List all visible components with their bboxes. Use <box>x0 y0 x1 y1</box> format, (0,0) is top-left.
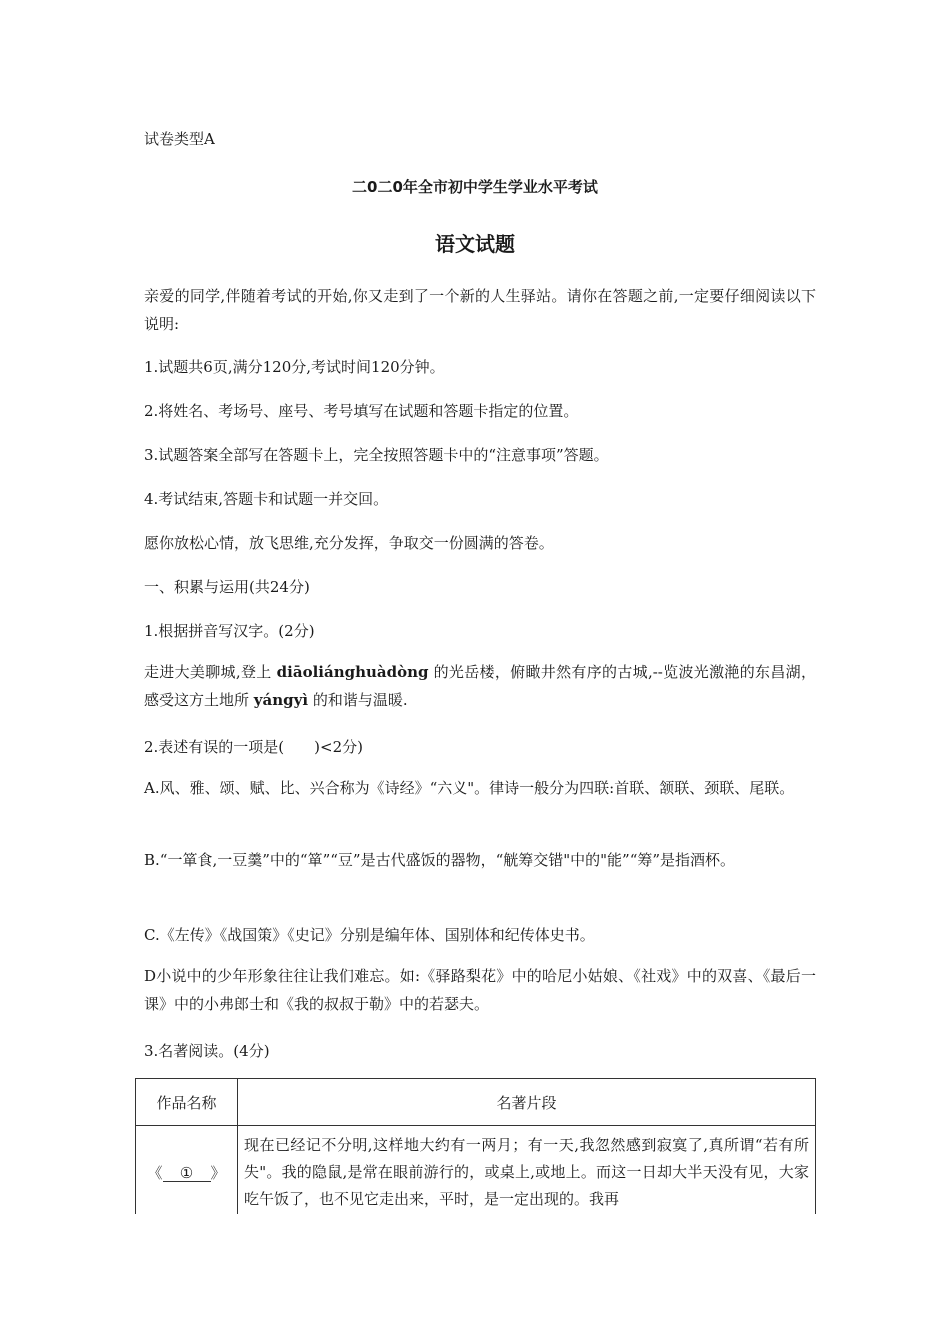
answer-blank-1: ① <box>163 1165 211 1182</box>
book-mark-close: 》 <box>210 1163 226 1182</box>
masterpiece-table <box>135 1078 816 1219</box>
option-b: B.“一箪食,一豆羹”中的“箪”“豆”是古代盛饭的器物，“觥筹交错"中的"能”“筹”是指酒杯。 <box>144 851 736 869</box>
question-1-text <box>144 658 816 714</box>
rule-4: 4.考试结束,答题卡和试题一并交回。 <box>144 490 389 508</box>
rule-1: 1.试题共6页,满分120分,考试时间120分钟。 <box>144 358 445 376</box>
table-header-row <box>136 1079 816 1126</box>
book-mark-open: 《 <box>147 1163 163 1182</box>
table-row <box>136 1126 816 1219</box>
header-work-name: 作品名称 <box>136 1079 238 1126</box>
exam-title: 二0二0年全市初中学生学业水平考试 <box>352 178 598 196</box>
option-a: A.风、雅、颂、赋、比、兴合称为《诗经》“六义"。律诗一般分为四联:首联、颔联、颈联、尾联。 <box>144 779 795 797</box>
rule-3: 3.试题答案全部写在答题卡上，完全按照答题卡中的“注意事项”答题。 <box>144 446 609 464</box>
question-1-text-c: 的和谐与温暖. <box>312 691 408 709</box>
section-1-heading: 一、积累与运用(共24分) <box>144 578 310 596</box>
option-d: D小说中的少年形象往往让我们难忘。如:《驿路梨花》中的哈尼小姑娘、《社戏》中的双喜、《最后一课》中的小弗郎士和《我的叔叔于勒》中的若瑟夫。 <box>144 967 816 1013</box>
excerpt-cell <box>238 1126 816 1219</box>
question-1-text-a: 走进大美聊城,登上 <box>144 663 272 681</box>
question-1-stem: 1.根据拼音写汉字。(2分) <box>144 622 315 640</box>
question-1-text-b: 的光岳楼，俯瞰井然有序的古城,--览波光激滟的东昌湖，感受这方土地所 <box>144 663 816 709</box>
work-name-cell <box>136 1126 238 1219</box>
question-3-stem: 3.名著阅读。(4分) <box>144 1042 270 1060</box>
question-2-stem: 2.表述有误的一项是( )<2分) <box>144 738 363 756</box>
page-bottom-area <box>0 1214 950 1344</box>
option-c: C.《左传》《战国策》《史记》分别是编年体、国别体和纪传体史书。 <box>144 926 595 944</box>
paper-type-label: 试卷类型A <box>144 130 215 148</box>
pinyin-2: yángyì <box>253 691 309 709</box>
excerpt-text: 现在已经记不分明,这样地大约有一两月；有一天,我忽然感到寂寞了,真所谓“若有所失"。我的隐鼠,是常在眼前游行的，或桌上,或地上。而这一日却大半天没有见，大家吃午饭了，也不见它走出来，平时，是一定出现的。我再 <box>244 1135 809 1208</box>
header-excerpt: 名著片段 <box>238 1079 816 1126</box>
pinyin-1: diāoliánghuàdòng <box>276 663 429 681</box>
rule-2: 2.将姓名、考场号、座号、考号填写在试题和答题卡指定的位置。 <box>144 402 579 420</box>
subject-title: 语文试题 <box>435 232 515 256</box>
wish-line: 愿你放松心情，放飞思维,充分发挥，争取交一份圆满的答卷。 <box>144 534 554 552</box>
intro-greeting: 亲爱的同学,伴随着考试的开始,你又走到了一个新的人生驿站。请你在答题之前,一定要仔细阅读以下说明: <box>144 287 816 333</box>
